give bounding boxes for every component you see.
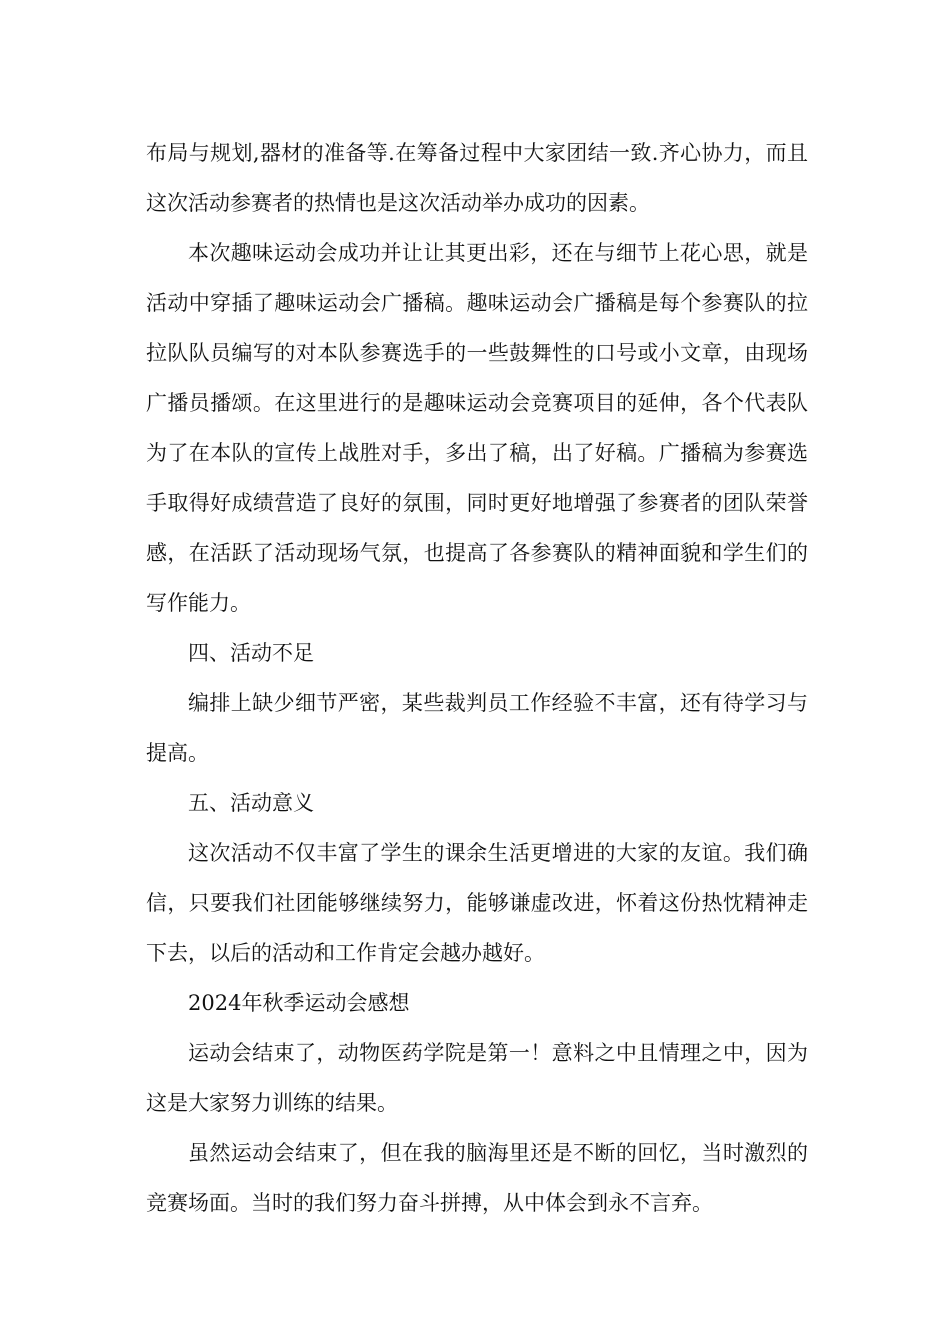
- document-body: [146, 128, 808, 1228]
- paragraph-broadcast: 本次趣味运动会成功并让让其更出彩，还在与细节上花心思，就是活动中穿插了趣味运动会广播稿。趣味运动会广播稿是每个参赛队的拉拉队队员编写的对本队参赛选手的一些鼓舞性的口号或小文章，由现场广播员播颂。在这里进行的是趣味运动会竞赛项目的延伸，各个代表队为了在本队的宣传上战胜对手，多出了稿，出了好稿。广播稿为参赛选手取得好成绩营造了良好的氛围，同时更好地增强了参赛者的团队荣誉感，在活跃了活动现场气氛，也提高了各参赛队的精神面貌和学生们的写作能力。: [146, 241, 808, 615]
- paragraph-significance: 这次活动不仅丰富了学生的课余生活更增进的大家的友谊。我们确信，只要我们社团能够继续努力，能够谦虚改进，怀着这份热忱精神走下去，以后的活动和工作肯定会越办越好。: [146, 841, 808, 965]
- section-heading-significance: 五、活动意义: [188, 791, 314, 815]
- paragraph-result: 运动会结束了，动物医药学院是第一！意料之中且情理之中，因为这是大家努力训练的结果。: [146, 1041, 808, 1115]
- paragraph-shortcomings: 编排上缺少细节严密，某些裁判员工作经验不丰富，还有待学习与提高。: [146, 691, 808, 765]
- paragraph-memory: 虽然运动会结束了，但在我的脑海里还是不断的回忆，当时激烈的竞赛场面。当时的我们努力奋斗拼搏，从中体会到永不言弃。: [146, 1141, 808, 1215]
- essay-title: 2024年秋季运动会感想: [188, 991, 410, 1015]
- paragraph-continuation: 布局与规划,器材的准备等.在筹备过程中大家团结一致.齐心协力，而且这次活动参赛者的热情也是这次活动举办成功的因素。: [146, 141, 808, 215]
- section-heading-shortcomings: 四、活动不足: [188, 641, 314, 665]
